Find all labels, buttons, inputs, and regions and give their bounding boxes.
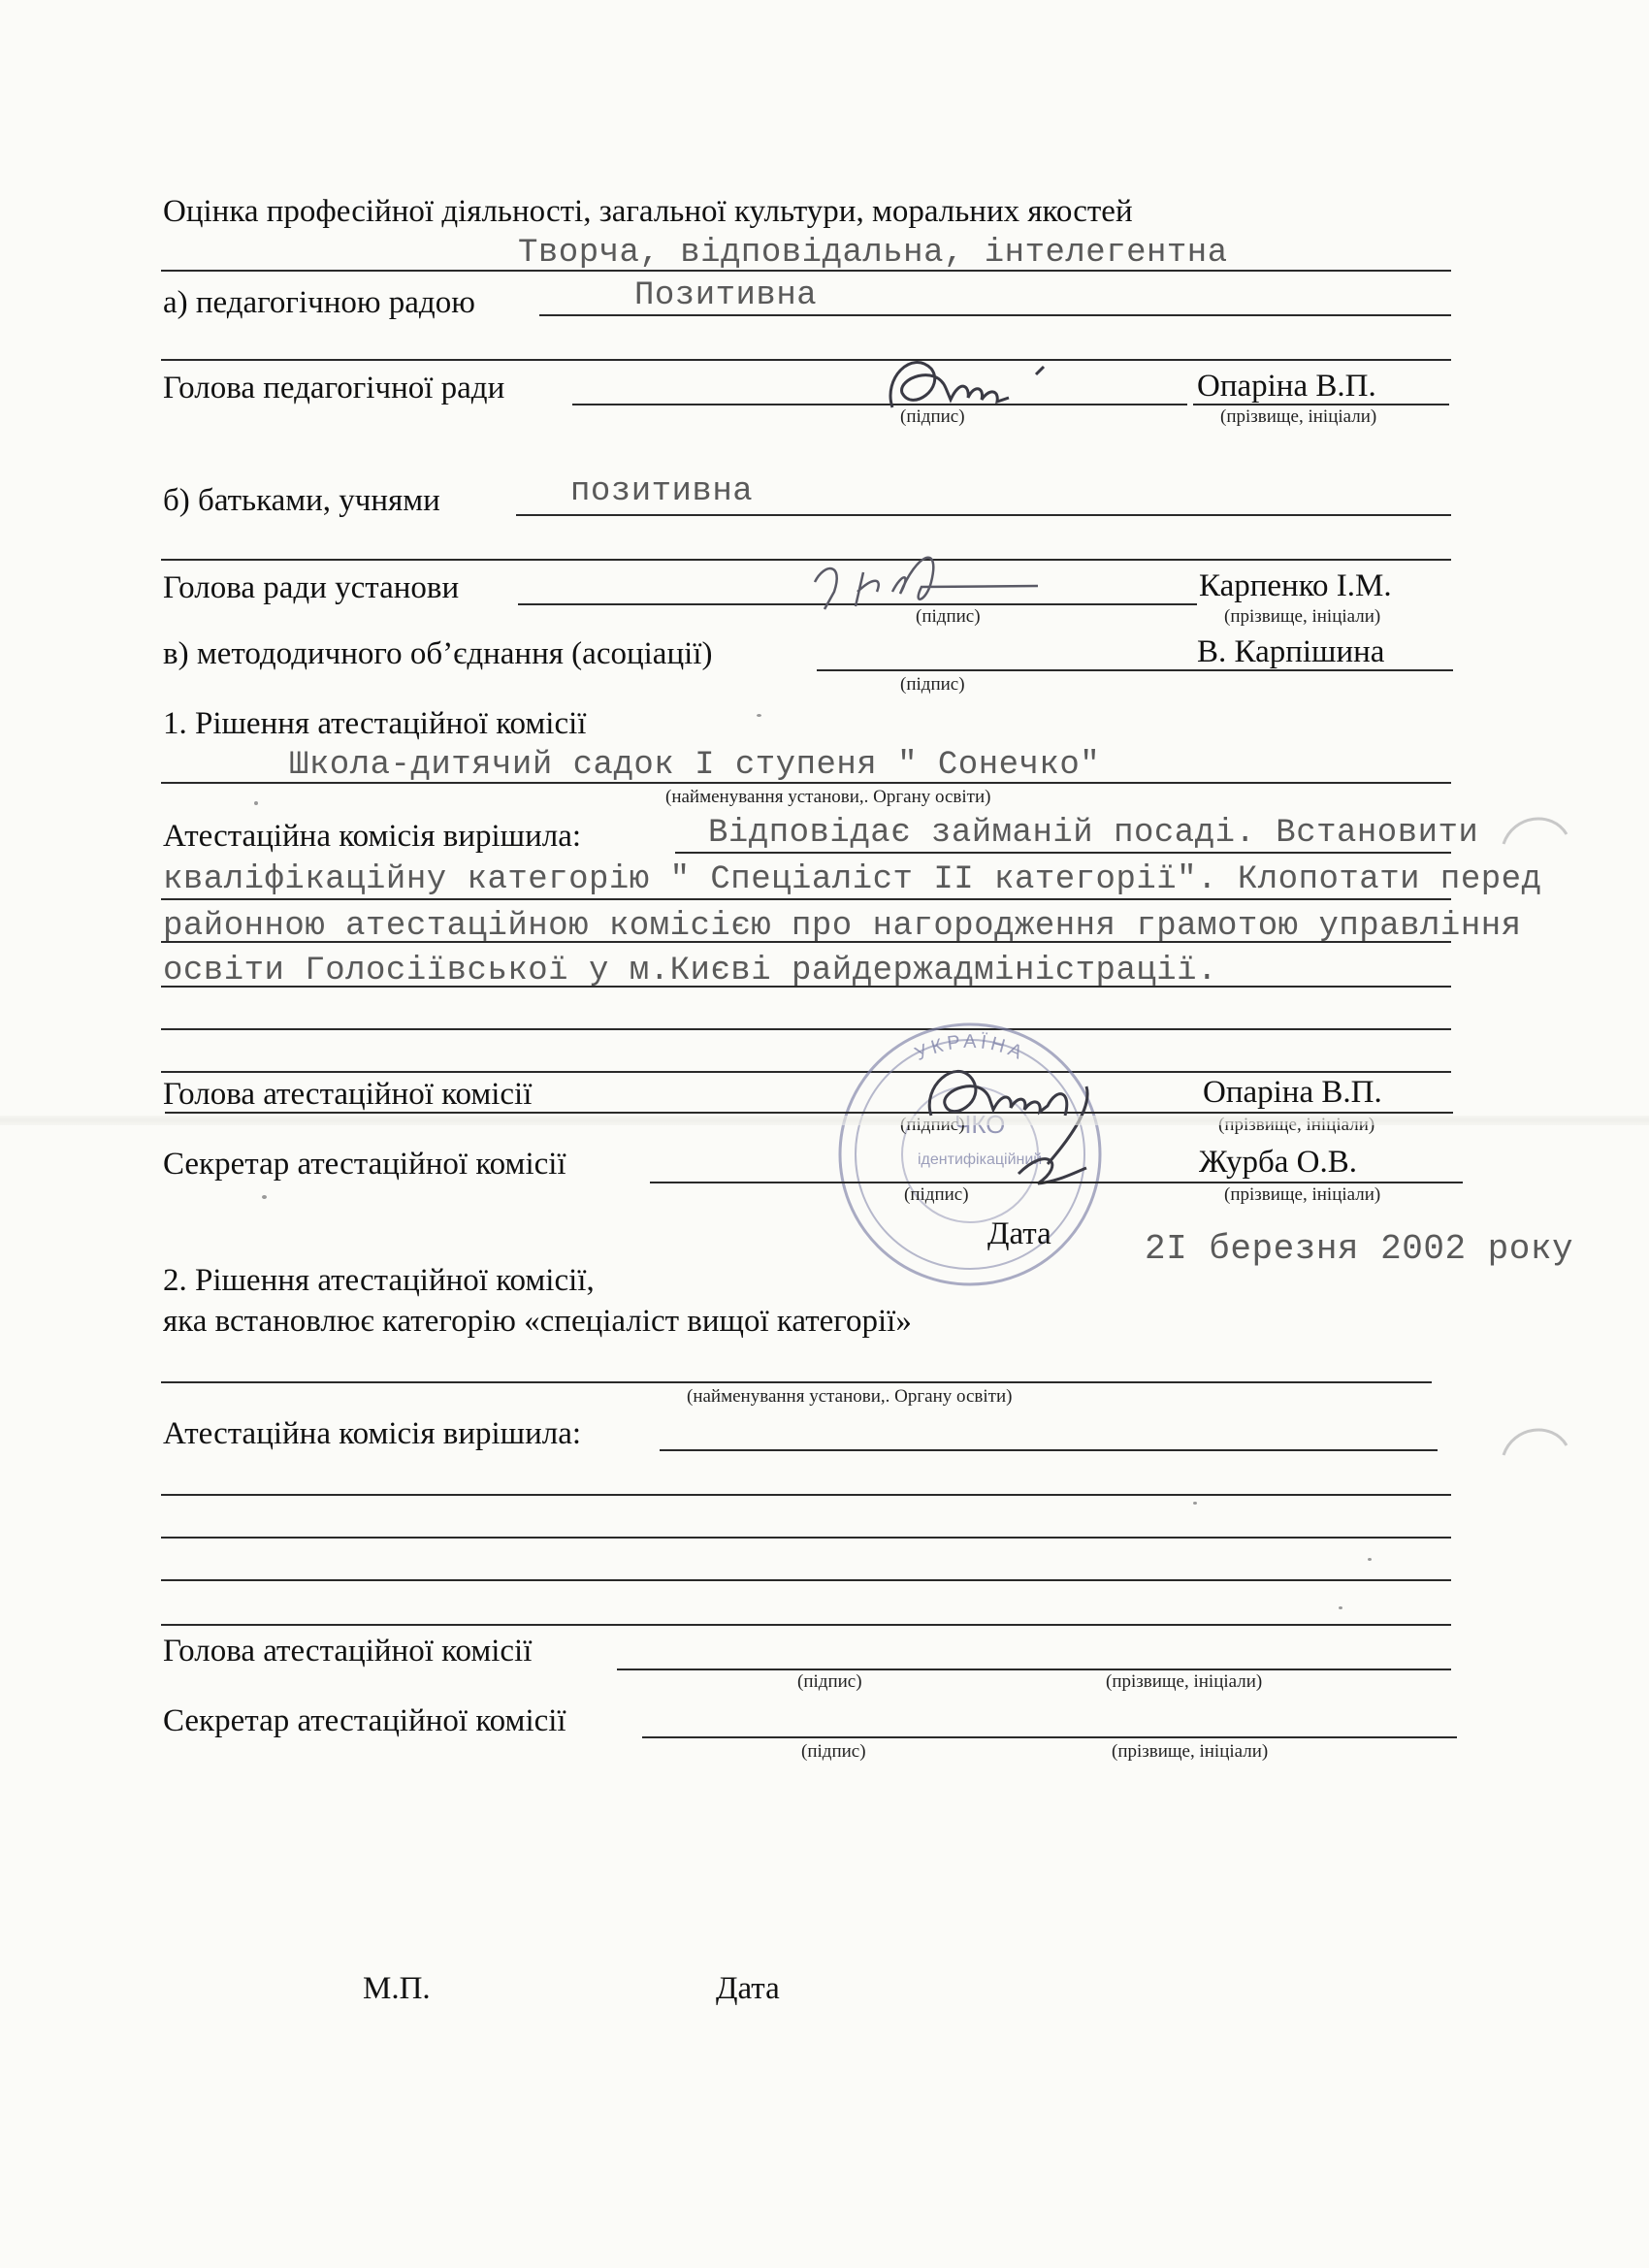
signature-caption: (підпис) (797, 1671, 862, 1692)
stamp-text-top: УКРАЇНА (911, 1030, 1029, 1066)
decision2-chair-label: Голова атестаційної комісії (163, 1634, 533, 1669)
underline (642, 1736, 1457, 1738)
underline (817, 669, 1197, 671)
signature-caption: (підпис) (801, 1741, 866, 1762)
institution-caption: (найменування установи,. Органу освіти) (665, 787, 991, 807)
evaluation-title: Оцінка професійної діяльності, загальної культури, моральних якостей (163, 194, 1133, 229)
b-chair-label: Голова ради установи (163, 570, 460, 605)
b-typed-value: позитивна (570, 473, 754, 510)
signature-caption: (підпис) (904, 1184, 969, 1205)
underline (539, 314, 1451, 316)
name-caption: (прізвище, ініціали) (1224, 606, 1381, 627)
underline (161, 782, 1451, 784)
underline (161, 898, 1451, 900)
underline (617, 1669, 1451, 1670)
a-typed-value: Позитивна (634, 277, 818, 314)
handwritten-signature (795, 534, 1048, 621)
institution-caption: (найменування установи,. Органу освіти) (687, 1386, 1013, 1407)
name-caption: (прізвище, ініціали) (1112, 1741, 1269, 1762)
signature-caption: (підпис) (900, 674, 965, 695)
underline (161, 359, 1451, 361)
decision1-chair-label: Голова атестаційної комісії (163, 1077, 533, 1112)
name-caption: (прізвище, ініціали) (1224, 1184, 1381, 1205)
decision1-text-line2: кваліфікаційну категорію " Спеціаліст ІІ категорії". Клопотати перед (163, 861, 1542, 898)
decision1-decided-label: Атестаційна комісія вирішила: (163, 819, 582, 854)
speck (254, 801, 258, 805)
decision2-secretary-label: Секретар атестаційної комісії (163, 1703, 566, 1738)
underline (161, 1071, 1451, 1073)
b-chair-name: Карпенко І.М. (1199, 568, 1392, 603)
paper-fold (0, 1116, 1649, 1125)
decision1-date-value: 2І березня 2002 року (1145, 1229, 1574, 1269)
name-caption: (прізвище, ініціали) (1220, 406, 1377, 427)
a-chair-name: Опаріна В.П. (1197, 369, 1376, 404)
decision1-text-line4: освіти Голосіївської у м.Києві райдержадміністрації. (163, 953, 1217, 989)
underline (1193, 669, 1453, 671)
name-caption: (прізвище, ініціали) (1106, 1671, 1263, 1692)
underline (660, 1449, 1438, 1451)
speck (1368, 1558, 1372, 1561)
underline (1195, 1182, 1463, 1183)
stamp-text-bottom: ідентифікаційний (918, 1151, 1043, 1168)
footer-mp-label: М.П. (363, 1971, 431, 2006)
decision2-heading-line2: яка встановлює категорію «спеціаліст вищої категорії» (163, 1304, 912, 1339)
punch-hole-mark (1494, 805, 1571, 863)
decision1-date-label: Дата (987, 1216, 1051, 1251)
underline (516, 514, 1451, 516)
underline (161, 1494, 1451, 1496)
speck (262, 1195, 267, 1199)
underline (1193, 404, 1449, 405)
handwritten-signature (854, 340, 1048, 427)
handwritten-signature (902, 1048, 1135, 1203)
decision1-secretary-name: Журба О.В. (1199, 1145, 1357, 1180)
speck (757, 714, 761, 717)
underline (161, 1028, 1451, 1030)
underline (650, 1182, 1203, 1183)
underline (161, 1537, 1451, 1539)
a-label: а) педагогічною радою (163, 285, 475, 320)
underline (161, 1624, 1451, 1626)
speck (1193, 1502, 1197, 1505)
b-label: б) батьками, учнями (163, 483, 440, 518)
underline (161, 986, 1451, 988)
evaluation-typed-value: Творча, відповідальна, інтелегентна (518, 235, 1228, 272)
underline (675, 852, 1451, 854)
signature-caption: (підпис) (916, 606, 981, 627)
underline (1199, 1112, 1453, 1114)
decision1-chair-name: Опаріна В.П. (1203, 1075, 1382, 1110)
signature-caption: (підпис) (900, 406, 965, 427)
decision1-heading: 1. Рішення атестаційної комісії (163, 706, 587, 741)
underline (161, 1579, 1451, 1581)
decision1-institution-value: Школа-дитячий садок І ступеня " Сонечко" (289, 747, 1101, 784)
underline (161, 941, 1451, 943)
punch-hole-mark (1494, 1416, 1571, 1474)
underline (161, 270, 1451, 272)
decision1-secretary-label: Секретар атестаційної комісії (163, 1147, 566, 1182)
underline (161, 1381, 1432, 1383)
c-label: в) метододичного об’єднання (асоціації) (163, 636, 713, 671)
c-name: В. Карпішина (1197, 634, 1385, 669)
speck (1339, 1606, 1342, 1609)
decision1-text-line3: районною атестаційною комісією про нагородження грамотою управління (163, 908, 1522, 945)
decision2-heading-line1: 2. Рішення атестаційної комісії, (163, 1263, 595, 1298)
decision2-decided-label: Атестаційна комісія вирішила: (163, 1416, 582, 1451)
footer-date-label: Дата (716, 1971, 780, 2006)
decision1-text-line1: Відповідає займаній посаді. Встановити (708, 815, 1479, 852)
a-chair-label: Голова педагогічної ради (163, 371, 505, 405)
